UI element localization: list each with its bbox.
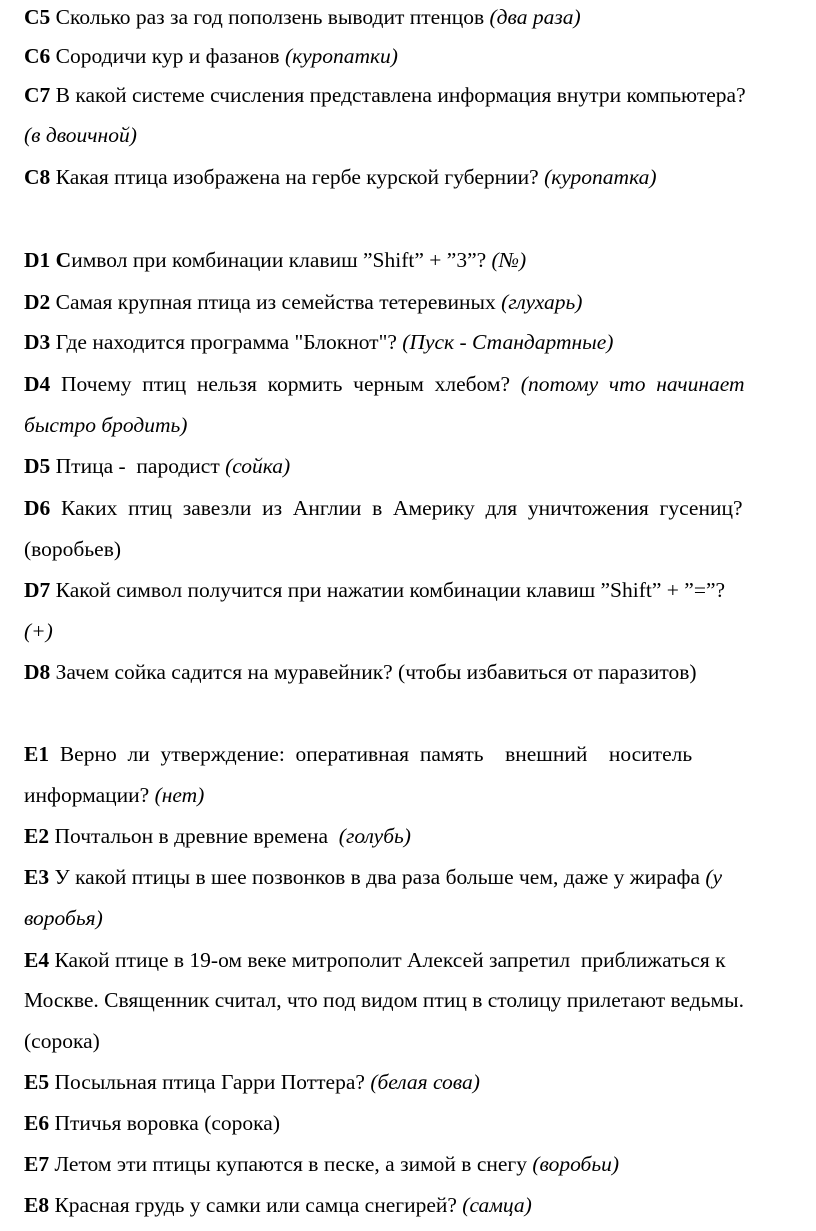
question-d8 <box>24 657 697 687</box>
question-text: Посыльная птица Гарри Поттера? <box>49 1070 371 1094</box>
question-e3 <box>24 862 722 892</box>
question-text: В какой системе счисления представлена информация внутри компьютера? <box>50 83 746 107</box>
question-code: C5 <box>24 5 51 29</box>
question-code: E7 <box>24 1152 50 1176</box>
answer-text: (куропатки) <box>284 44 398 68</box>
question-e5 <box>24 1067 480 1097</box>
question-e8 <box>24 1190 532 1220</box>
question-d1 <box>24 245 526 275</box>
question-code: E6 <box>24 1111 50 1135</box>
question-e1 <box>24 739 692 769</box>
question-code: D1 С <box>24 248 72 272</box>
question-text: Птичья воровка (сорока) <box>49 1111 280 1135</box>
answer-d7 <box>24 616 53 646</box>
question-c8 <box>24 162 657 192</box>
question-e1-cont <box>24 780 204 810</box>
question-text: Сородичи кур и фазанов <box>50 44 285 68</box>
answer-text: (у <box>705 865 723 889</box>
answer-c7 <box>24 120 137 150</box>
question-code: D5 <box>24 454 51 478</box>
question-text: Летом эти птицы купаются в песке, а зимой в снегу <box>49 1152 533 1176</box>
question-d4 <box>24 369 745 399</box>
question-code: D8 <box>24 660 51 684</box>
question-code: C8 <box>24 165 51 189</box>
question-text: информации? <box>24 783 155 807</box>
question-text: Москве. Священник считал, что под видом птиц в столицу прилетают ведьмы. <box>24 988 744 1012</box>
question-text: Почтальон в древние времена <box>49 824 339 848</box>
question-e7 <box>24 1149 619 1179</box>
question-e4-cont <box>24 985 744 1015</box>
question-text: Какая птица изображена на гербе курской губернии? <box>50 165 545 189</box>
question-text: Птица - пародист <box>50 454 226 478</box>
question-code: D6 <box>24 496 51 520</box>
question-code: E4 <box>24 948 50 972</box>
question-code: C6 <box>24 44 51 68</box>
answer-text: (№) <box>491 248 527 272</box>
answer-text: (белая сова) <box>370 1070 480 1094</box>
question-e4 <box>24 945 726 975</box>
question-text: Самая крупная птица из семейства тетеревиных <box>50 290 502 314</box>
answer-text: (два раза) <box>489 5 581 29</box>
question-text: Сколько раз за год поползень выводит птенцов <box>50 5 490 29</box>
answer-text: (+) <box>24 619 53 643</box>
question-code: E2 <box>24 824 50 848</box>
answer-text: (куропатка) <box>544 165 657 189</box>
answer-text: (сойка) <box>225 454 291 478</box>
question-code: E5 <box>24 1070 50 1094</box>
answer-e4 <box>24 1026 100 1056</box>
question-code: E8 <box>24 1193 50 1217</box>
question-text: Какой птице в 19-ом веке митрополит Алексей запретил приближаться к <box>49 948 726 972</box>
question-text: Верно ли утверждение: оперативная память внешний носитель <box>49 742 693 766</box>
question-c5 <box>24 2 581 32</box>
answer-e3 <box>24 903 103 933</box>
answer-text: (сорока) <box>24 1029 100 1053</box>
question-text: У какой птицы в шее позвонков в два раза больше чем, даже у жирафа <box>49 865 706 889</box>
question-code: E1 <box>24 742 50 766</box>
question-c7 <box>24 80 746 110</box>
answer-text: (голубь) <box>338 824 411 848</box>
question-text: Почему птиц нельзя кормить черным хлебом? <box>50 372 521 396</box>
answer-text: быстро бродить) <box>24 413 188 437</box>
question-c6 <box>24 41 398 71</box>
answer-text: (воробьи) <box>532 1152 620 1176</box>
answer-text: (в двоичной) <box>24 123 137 147</box>
question-code: E3 <box>24 865 50 889</box>
question-text: Каких птиц завезли из Англии в Америку для уничтожения гусениц? <box>50 496 743 520</box>
question-code: D7 <box>24 578 51 602</box>
answer-text: (нет) <box>154 783 205 807</box>
question-d5 <box>24 451 290 481</box>
question-text: Где находится программа "Блокнот"? <box>50 330 403 354</box>
question-text: имвол при комбинации клавиш ”Shift” + ”3”? <box>71 248 492 272</box>
question-e6 <box>24 1108 280 1138</box>
question-d3 <box>24 327 613 357</box>
question-d7 <box>24 575 725 605</box>
question-text: Зачем сойка садится на муравейник? (чтобы избавиться от паразитов) <box>50 660 697 684</box>
answer-text: воробья) <box>24 906 103 930</box>
question-code: D3 <box>24 330 51 354</box>
question-text: Какой символ получится при нажатии комбинации клавиш ”Shift” + ”=”? <box>50 578 726 602</box>
answer-text: (потому что начинает <box>520 372 745 396</box>
question-text: Красная грудь у самки или самца снегирей? <box>49 1193 463 1217</box>
answer-d6 <box>24 534 121 564</box>
answer-text: (самца) <box>462 1193 532 1217</box>
question-code: C7 <box>24 83 51 107</box>
answer-text: (воробьев) <box>24 537 122 561</box>
question-code: D2 <box>24 290 51 314</box>
question-e2 <box>24 821 411 851</box>
question-d6 <box>24 493 743 523</box>
answer-d4 <box>24 410 187 440</box>
question-code: D4 <box>24 372 51 396</box>
question-d2 <box>24 287 582 317</box>
answer-text: (глухарь) <box>501 290 583 314</box>
answer-text: (Пуск - Стандартные) <box>402 330 614 354</box>
